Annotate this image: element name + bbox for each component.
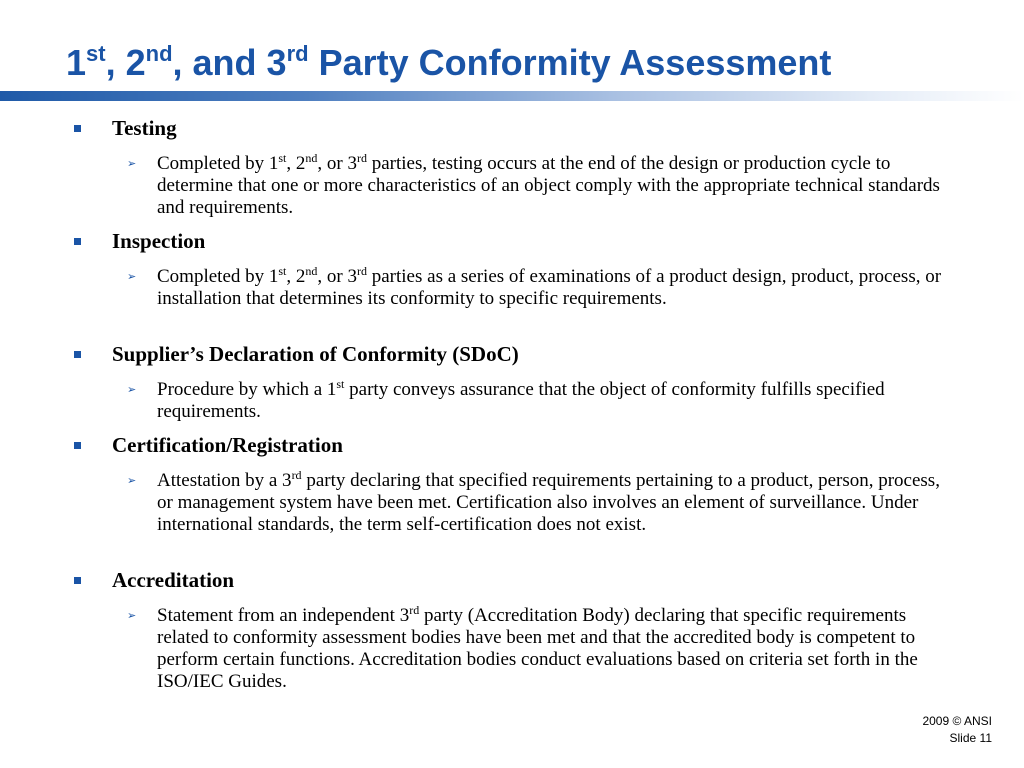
sub-bullet-text: Attestation by a 3rd party declaring that specified requirements pertaining to a product, person, process, or management system have been met. Certification also involves an element of surveillance. Under international standards, the term self-certification does not exist. — [157, 468, 940, 535]
square-bullet-icon — [74, 238, 81, 245]
bullet-certification — [112, 433, 972, 457]
bullet-heading: Inspection — [112, 229, 206, 253]
sub-bullet-certification — [127, 468, 957, 536]
square-bullet-icon — [74, 442, 81, 449]
bullet-inspection — [112, 229, 972, 253]
arrow-bullet-icon: ➢ — [127, 270, 137, 283]
bullet-sdoc — [112, 342, 972, 366]
slide-footer — [922, 713, 992, 747]
sub-bullet-text: Completed by 1st, 2nd, or 3rd parties as a series of examinations of a product design, product, process, or installation that determines its conformity to specific requirements. — [157, 264, 942, 309]
bullet-heading: Accreditation — [112, 568, 235, 592]
bullet-heading: Testing — [112, 116, 177, 140]
bullet-accreditation — [112, 568, 972, 592]
square-bullet-icon — [74, 125, 81, 132]
sub-bullet-inspection — [127, 264, 957, 310]
square-bullet-icon — [74, 577, 81, 584]
copyright-text: 2009 © ANSI — [922, 714, 992, 728]
sub-bullet-accreditation — [127, 603, 957, 693]
title-divider — [0, 91, 1024, 101]
bullet-heading: Certification/Registration — [112, 433, 343, 457]
sub-bullet-text: Statement from an independent 3rd party (Accreditation Body) declaring that specific requirements related to conformity assessment bodies have been met and that the accredited body is competent to perform certain functions. Accreditation bodies conduct evaluations based on criteria set forth in the ISO/IEC Guides. — [157, 603, 918, 692]
sub-bullet-text: Procedure by which a 1st party conveys assurance that the object of conformity fulfills specified requirements. — [157, 377, 885, 422]
arrow-bullet-icon: ➢ — [127, 157, 137, 170]
square-bullet-icon — [74, 351, 81, 358]
bullet-heading: Supplier’s Declaration of Conformity (SDoC) — [112, 342, 519, 366]
sub-bullet-sdoc — [127, 377, 957, 423]
arrow-bullet-icon: ➢ — [127, 609, 137, 622]
sub-bullet-testing — [127, 151, 957, 219]
sub-bullet-text: Completed by 1st, 2nd, or 3rd parties, testing occurs at the end of the design or production cycle to determine that one or more characteristics of an object comply with the appropriate technical standards and requirements. — [157, 151, 940, 218]
slide-title: 1st, 2nd, and 3rd Party Conformity Assessment — [66, 41, 832, 83]
arrow-bullet-icon: ➢ — [127, 474, 137, 487]
arrow-bullet-icon: ➢ — [127, 383, 137, 396]
bullet-testing — [112, 116, 972, 140]
slide-number: Slide 11 — [949, 731, 992, 745]
